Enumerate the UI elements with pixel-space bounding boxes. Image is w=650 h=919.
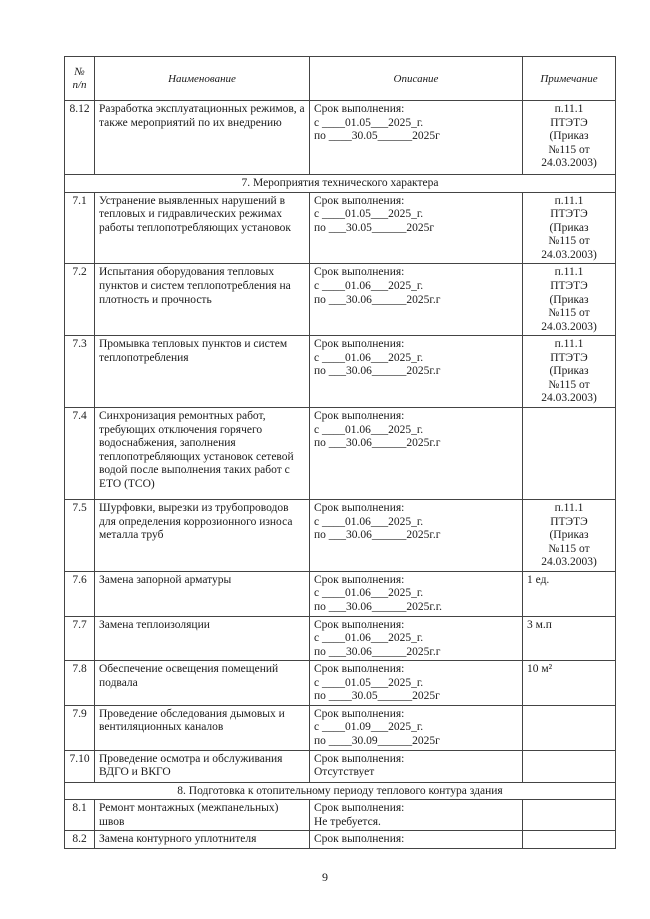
note-line: п.11.1 (554, 103, 584, 115)
note-line: (Приказ (549, 529, 589, 542)
header-name: Наименование (95, 57, 310, 101)
note-line: (Приказ (549, 221, 589, 234)
description-line: по ___30.06______2025г.г (314, 293, 441, 306)
description-line: с ____01.06___2025_г. (314, 423, 424, 436)
table-row (65, 705, 616, 750)
note-line: ПТЭТЭ (550, 116, 588, 129)
description-line: Срок выполнения: (314, 707, 405, 720)
note-line: №115 от (548, 307, 590, 320)
row-description (310, 192, 523, 264)
table-row (65, 336, 616, 408)
row-number: 7.7 (65, 616, 95, 661)
description-line: Срок выполнения: (314, 194, 405, 207)
description-line: Срок выполнения: (314, 338, 405, 351)
description-line: с ____01.09___2025_г. (314, 721, 424, 734)
row-number: 7.5 (65, 500, 95, 572)
note-line: №115 от (548, 143, 590, 156)
row-description (310, 571, 523, 616)
section-heading: 8. Подготовка к отопительному периоду теплового контура здания (65, 782, 616, 800)
row-description (310, 500, 523, 572)
section-heading-row (65, 175, 616, 193)
note-line: ПТЭТЭ (550, 351, 588, 364)
description-line: Срок выполнения: (314, 663, 405, 676)
table-row (65, 101, 616, 175)
description-line: Срок выполнения: (314, 833, 405, 846)
description-line: Отсутствует (314, 766, 375, 779)
row-name: Устранение выявленных нарушений в тепловых и гидравлических режимах работы теплопотребляющих установок (95, 192, 310, 264)
row-name: Обеспечение освещения помещений подвала (95, 661, 310, 706)
note-line: п.11.1 (554, 266, 584, 279)
description-line: с ____01.05___2025_г. (314, 676, 424, 689)
description-line: с ____01.06___2025_г. (314, 587, 424, 600)
row-number: 7.8 (65, 661, 95, 706)
row-number: 7.2 (65, 264, 95, 336)
note-line: 10 м² (527, 663, 553, 676)
row-note (523, 264, 616, 336)
description-line: по ___30.06______2025г.г (314, 365, 441, 378)
row-note (523, 661, 616, 706)
note-line: (Приказ (549, 365, 589, 378)
description-line: по ____30.09______2025г (314, 735, 440, 747)
row-description (310, 336, 523, 408)
note-line: ПТЭТЭ (550, 515, 588, 528)
description-line: Срок выполнения: (314, 573, 405, 586)
description-line: по ___30.06______2025г.г (314, 529, 441, 542)
note-line: 24.03.2003) (541, 248, 597, 261)
description-line: Не требуется. (314, 815, 381, 828)
row-description (310, 408, 523, 500)
description-line: по ___30.06______2025г.г (314, 437, 441, 450)
row-description (310, 101, 523, 175)
note-line: №115 от (548, 378, 590, 391)
description-line: Срок выполнения: (314, 802, 405, 815)
row-name: Синхронизация ремонтных работ, требующих отключения горячего водоснабжения, заполнения теплопотребляющих установок сетевой водой после выполнения таких работ с ЕТО (ТСО) (95, 408, 310, 500)
table-row (65, 264, 616, 336)
row-description (310, 264, 523, 336)
description-line: по ___30.06______2025г.г. (314, 600, 442, 613)
row-description (310, 705, 523, 750)
note-line: (Приказ (549, 130, 589, 143)
row-note (523, 750, 616, 782)
note-line: (Приказ (549, 293, 589, 306)
table-row (65, 750, 616, 782)
row-note (523, 336, 616, 408)
row-name: Проведение обследования дымовых и вентиляционных каналов (95, 705, 310, 750)
row-description (310, 831, 523, 849)
table-header-row (65, 57, 616, 101)
note-line: 24.03.2003) (541, 320, 597, 333)
page-number: 9 (322, 870, 328, 884)
row-note (523, 705, 616, 750)
description-line: Срок выполнения: (314, 752, 405, 765)
description-line: с ____01.06___2025_г. (314, 515, 424, 528)
row-name: Шурфовки, вырезки из трубопроводов для определения коррозионного износа металла труб (95, 500, 310, 572)
row-name: Замена запорной арматуры (95, 571, 310, 616)
row-number: 7.3 (65, 336, 95, 408)
note-line: 3 м.п (527, 618, 552, 631)
table-row (65, 831, 616, 849)
table-row (65, 192, 616, 264)
header-desc: Описание (310, 57, 523, 101)
table-row (65, 661, 616, 706)
table-row (65, 500, 616, 572)
table-row (65, 616, 616, 661)
description-line: с ____01.06___2025_г. (314, 351, 424, 364)
row-name: Замена контурного уплотнителя (95, 831, 310, 849)
note-line: 24.03.2003) (541, 556, 597, 569)
row-number: 8.2 (65, 831, 95, 849)
row-name: Ремонт монтажных (межпанельных) швов (95, 800, 310, 831)
section-heading-row (65, 782, 616, 800)
row-number: 7.10 (65, 750, 95, 782)
note-line: ПТЭТЭ (550, 279, 588, 292)
row-number: 7.9 (65, 705, 95, 750)
description-line: с ____01.06___2025_г. (314, 279, 424, 292)
row-name: Проведение осмотра и обслуживания ВДГО и ВКГО (95, 750, 310, 782)
note-line: п.11.1 (554, 194, 584, 207)
row-number: 7.1 (65, 192, 95, 264)
description-line: Срок выполнения: (314, 103, 405, 115)
row-number: 7.4 (65, 408, 95, 500)
header-note: Примечание (523, 57, 616, 101)
row-name: Испытания оборудования тепловых пунктов и систем теплопотребления на плотность и прочность (95, 264, 310, 336)
description-line: по ____30.05______2025г (314, 690, 440, 703)
note-line: ПТЭТЭ (550, 208, 588, 221)
row-name: Промывка тепловых пунктов и систем теплопотребления (95, 336, 310, 408)
description-line: с ____01.06___2025_г. (314, 632, 424, 645)
description-line: по ___30.05______2025г (314, 221, 435, 234)
row-number: 8.1 (65, 800, 95, 831)
row-note (523, 800, 616, 831)
row-description (310, 750, 523, 782)
description-line: с ____01.05___2025_г. (314, 116, 424, 129)
note-line: №115 от (548, 235, 590, 248)
row-name: Замена теплоизоляции (95, 616, 310, 661)
table-row (65, 800, 616, 831)
description-line: по ___30.06______2025г.г (314, 645, 441, 658)
row-name: Разработка эксплуатационных режимов, а также мероприятий по их внедрению (95, 101, 310, 175)
header-num: № п/п (65, 57, 95, 101)
note-line: п.11.1 (554, 338, 584, 351)
row-number: 7.6 (65, 571, 95, 616)
row-description (310, 616, 523, 661)
row-note (523, 831, 616, 849)
note-line: 1 ед. (527, 573, 550, 586)
row-note (523, 192, 616, 264)
note-line: №115 от (548, 542, 590, 555)
description-line: Срок выполнения: (314, 618, 405, 631)
description-line: Срок выполнения: (314, 410, 405, 422)
table-row (65, 408, 616, 500)
description-line: Срок выполнения: (314, 266, 405, 279)
row-note (523, 408, 616, 500)
note-line: 24.03.2003) (541, 157, 597, 170)
row-description (310, 800, 523, 831)
description-line: Срок выполнения: (314, 502, 405, 514)
table-body (65, 101, 616, 849)
row-note (523, 616, 616, 661)
row-description (310, 661, 523, 706)
row-number: 8.12 (65, 101, 95, 175)
row-note (523, 101, 616, 175)
note-line: п.11.1 (554, 502, 584, 514)
row-note (523, 571, 616, 616)
note-line: 24.03.2003) (541, 392, 597, 405)
row-note (523, 500, 616, 572)
description-line: с ____01.05___2025_г. (314, 208, 424, 221)
table-row (65, 571, 616, 616)
description-line: по ____30.05______2025г (314, 130, 440, 143)
document-table (64, 56, 616, 849)
section-heading: 7. Мероприятия технического характера (65, 175, 616, 193)
